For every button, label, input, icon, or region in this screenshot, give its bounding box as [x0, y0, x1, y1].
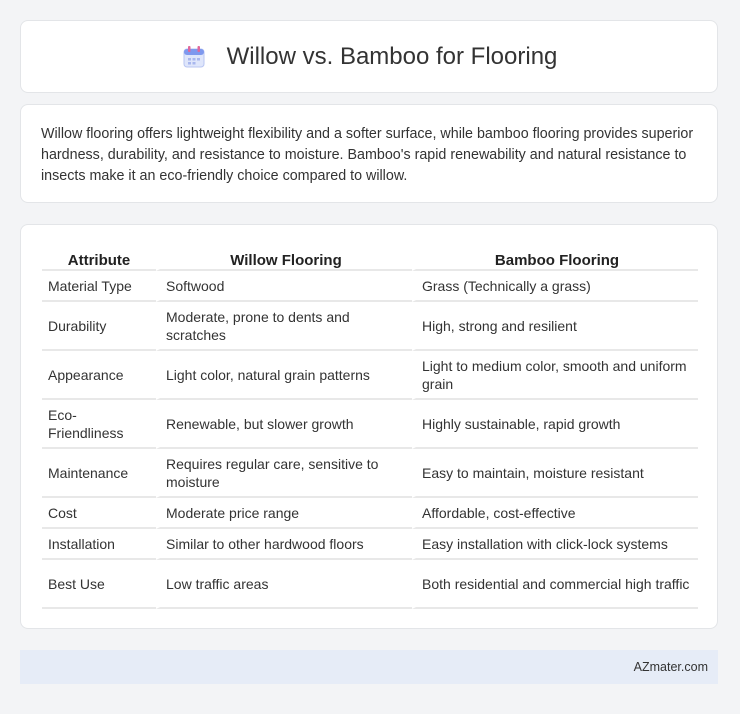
willow-cell: Low traffic areas	[156, 560, 412, 609]
willow-cell: Light color, natural grain patterns	[156, 351, 412, 400]
attribute-cell: Installation	[42, 529, 156, 560]
table-header-row	[42, 245, 698, 271]
willow-cell: Moderate, prone to dents and scratches	[156, 302, 412, 351]
willow-cell: Renewable, but slower growth	[156, 400, 412, 449]
attribute-cell: Material Type	[42, 271, 156, 302]
table-row	[42, 449, 698, 498]
attribute-cell: Maintenance	[42, 449, 156, 498]
column-header-willow: Willow Flooring	[156, 245, 412, 271]
willow-cell: Moderate price range	[156, 498, 412, 529]
bamboo-cell: Affordable, cost-effective	[412, 498, 698, 529]
table-row	[42, 302, 698, 351]
willow-cell: Softwood	[156, 271, 412, 302]
attribute-cell: Durability	[42, 302, 156, 351]
table-row	[42, 498, 698, 529]
table-row	[42, 271, 698, 302]
table-row	[42, 400, 698, 449]
bamboo-cell: Light to medium color, smooth and uniform grain	[412, 351, 698, 400]
comparison-table	[42, 245, 698, 609]
attribute-cell: Cost	[42, 498, 156, 529]
table-row	[42, 351, 698, 400]
bamboo-cell: Easy installation with click-lock systems	[412, 529, 698, 560]
bamboo-cell: Grass (Technically a grass)	[412, 271, 698, 302]
title-card	[20, 20, 718, 93]
bamboo-cell: High, strong and resilient	[412, 302, 698, 351]
footer	[20, 650, 718, 684]
comparison-card	[20, 224, 718, 629]
attribute-cell: Best Use	[42, 560, 156, 609]
willow-cell: Requires regular care, sensitive to moisture	[156, 449, 412, 498]
attribute-cell: Appearance	[42, 351, 156, 400]
table-row	[42, 560, 698, 609]
column-header-bamboo: Bamboo Flooring	[412, 245, 698, 271]
footer-site-name: AZmater.com	[633, 660, 708, 674]
bamboo-cell: Highly sustainable, rapid growth	[412, 400, 698, 449]
page-title: Willow vs. Bamboo for Flooring	[226, 42, 558, 70]
attribute-cell: Eco-Friendliness	[42, 400, 156, 449]
bamboo-cell: Easy to maintain, moisture resistant	[412, 449, 698, 498]
summary-card	[20, 104, 718, 203]
table-row	[42, 529, 698, 560]
willow-cell: Similar to other hardwood floors	[156, 529, 412, 560]
calendar-icon	[181, 44, 207, 70]
column-header-attribute: Attribute	[42, 245, 156, 271]
summary-text: Willow flooring offers lightweight flexibility and a softer surface, while bamboo flooring provides superior hardness, durability, and resistance to moisture. Bamboo's rapid renewability and natural resistance to insects make it an eco-friendly choice compared to willow.	[41, 126, 694, 184]
bamboo-cell: Both residential and commercial high traffic	[412, 560, 698, 609]
